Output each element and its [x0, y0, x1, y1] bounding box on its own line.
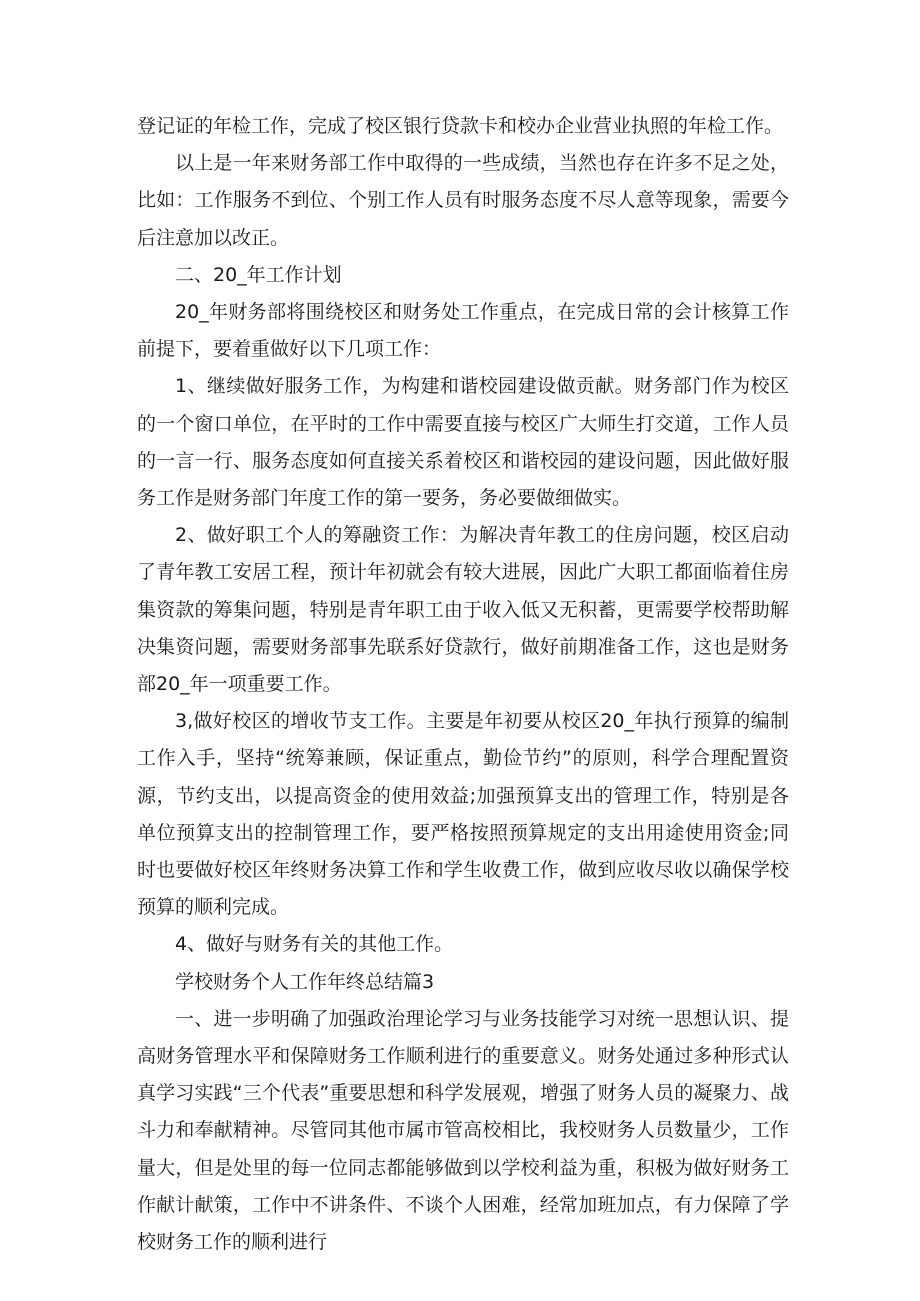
paragraph-shortcomings: 以上是一年来财务部工作中取得的一些成绩，当然也存在许多不足之处，比如：工作服务不到位、个别工作人员有时服务态度不尽人意等现象，需要今后注意加以改正。 — [137, 152, 789, 249]
plan-item-1: 1、继续做好服务工作，为构建和谐校园建设做贡献。财务部门作为校区的一个窗口单位，在平时的工作中需要直接与校区广大师生打交道，工作人员的一言一行、服务态度如何直接关系着校区和谐校园的建设问题，因此做好服务工作是财务部门年度工作的第一要务，务必要做细做实。 — [137, 375, 789, 510]
section-heading-work-plan: 二、20_年工作计划 — [175, 263, 342, 286]
plan-item-2: 2、做好职工个人的筹融资工作：为解决青年教工的住房问题，校区启动了青年教工安居工程，预计年初就会有较大进展，因此广大职工都面临着住房集资款的筹集问题，特别是青年职工由于收入低又无积蓄，更需要学校帮助解决集资问题，需要财务部事先联系好贷款行，做好前期准备工作，这也是财务部20_年一项重要工作。 — [137, 524, 789, 696]
paragraph-plan-intro: 20_年财务部将围绕校区和财务处工作重点，在完成日常的会计核算工作前提下，要着重做好以下几项工作： — [137, 301, 789, 361]
plan-item-4: 4、做好与财务有关的其他工作。 — [175, 933, 454, 956]
paragraph-annual-inspection: 登记证的年检工作，完成了校区银行贷款卡和校办企业营业执照的年检工作。 — [137, 115, 784, 137]
paragraph-article-3-body: 一、进一步明确了加强政治理论学习与业务技能学习对统一思想认识、提高财务管理水平和保障财务工作顺利进行的重要意义。财务处通过多种形式认真学习实践“三个代表”重要思想和科学发展观，增强了财务人员的凝聚力、战斗力和奉献精神。尽管同其他市属市管高校相比，我校财务人员数量少，工作量大，但是处里的每一位同志都能够做到以学校利益为重，积极为做好财务工作献计献策，工作中不讲条件、不谈个人困难，经常加班加点，有力保障了学校财务工作的顺利进行 — [137, 1007, 789, 1254]
plan-item-3: 3,做好校区的增收节支工作。主要是年初要从校区20_年执行预算的编制工作入手，坚持“统筹兼顾，保证重点，勤俭节约”的原则，科学合理配置资源，节约支出，以提高资金的使用效益;加强预算支出的管理工作，特别是各单位预算支出的控制管理工作，要严格按照预算规定的支出用途使用资金;同时也要做好校区年终财务决算工作和学生收费工作，做到应收尽收以确保学校预算的顺利完成。 — [137, 710, 789, 919]
document-body — [137, 108, 789, 1261]
article-3-title: 学校财务个人工作年终总结篇3 — [175, 970, 435, 993]
